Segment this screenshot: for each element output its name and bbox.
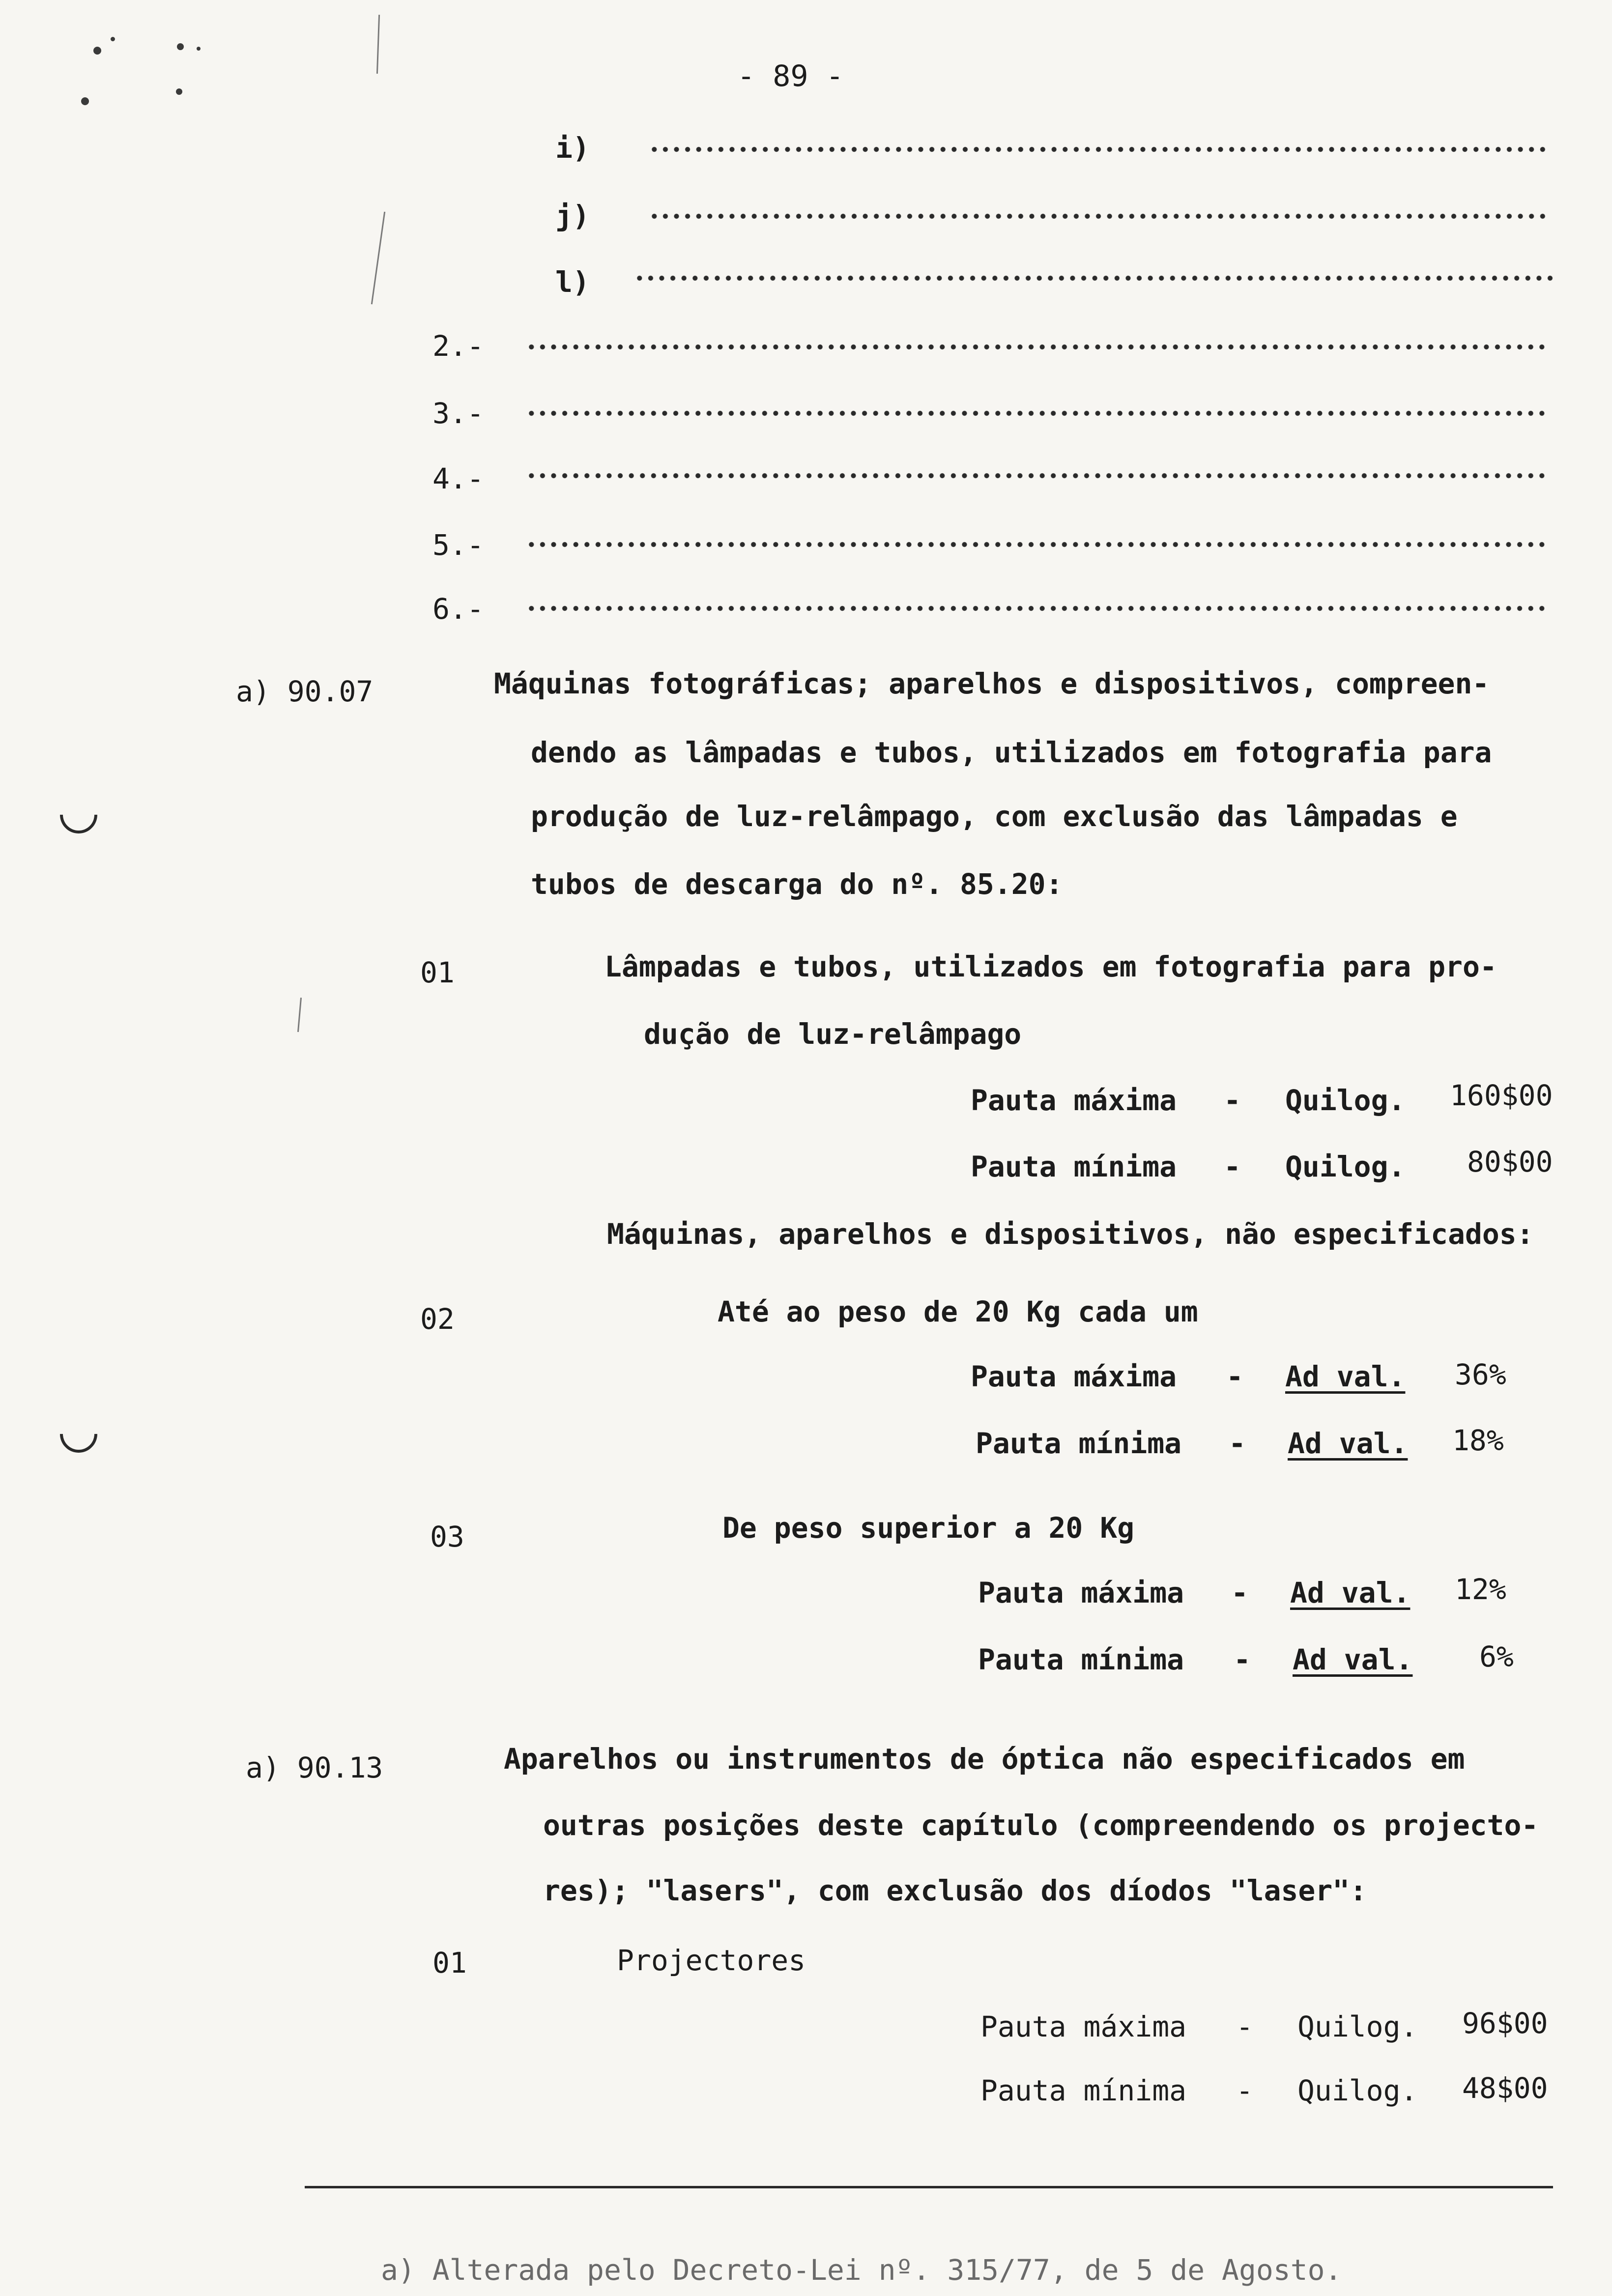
tariff-ref: a) 90.13 (246, 1751, 383, 1784)
pauta-unit: Quilog. (1285, 1150, 1406, 1183)
pauta-label: Pauta máxima (978, 1576, 1184, 1609)
item-code: 02 (420, 1302, 455, 1336)
pauta-dash: - (1224, 1150, 1241, 1183)
pauta-label: Pauta máxima (971, 1360, 1177, 1393)
pauta-dash: - (1229, 1427, 1246, 1460)
scan-speck (81, 97, 89, 105)
item-description: Lâmpadas e tubos, utilizados em fotografia para pro- (604, 950, 1497, 983)
description-line: dendo as lâmpadas e tubos, utilizados em fotografia para (531, 736, 1492, 769)
dotted-leader (526, 473, 1548, 479)
scan-line (371, 212, 385, 305)
list-marker-3: 3.- (432, 397, 484, 430)
page-number: - 89 - (737, 59, 844, 93)
pauta-value: 160$00 (1450, 1079, 1553, 1112)
description-line: produção de luz-relâmpago, com exclusão das lâmpadas e (531, 800, 1458, 833)
pauta-dash: - (1224, 1084, 1241, 1117)
dotted-leader (526, 410, 1548, 416)
scan-speck (111, 37, 115, 41)
list-marker-2: 2.- (432, 329, 484, 363)
item-code: 01 (432, 1946, 467, 1980)
pauta-label: Pauta mínima (971, 1150, 1177, 1183)
pauta-unit: Quilog. (1297, 2010, 1418, 2043)
description-line: res); "lasers", com exclusão dos díodos "laser": (543, 1874, 1367, 1907)
scan-speck (197, 47, 201, 51)
pauta-unit: Quilog. (1297, 2074, 1418, 2107)
dotted-leader (649, 146, 1548, 152)
list-marker-5: 5.- (432, 528, 484, 562)
pauta-value: 48$00 (1462, 2071, 1548, 2105)
pauta-dash: - (1236, 2010, 1253, 2043)
item-code: 01 (420, 956, 455, 989)
pauta-unit: Ad val. (1288, 1427, 1408, 1460)
item-description: Projectores (617, 1944, 806, 1977)
item-description: dução de luz-relâmpago (644, 1017, 1022, 1051)
footnote: a) Alterada pelo Decreto-Lei nº. 315/77, de 5 de Agosto. (381, 2253, 1342, 2287)
description-line: Máquinas fotográficas; aparelhos e dispositivos, compreen- (494, 667, 1490, 700)
pauta-dash: - (1226, 1360, 1243, 1393)
punch-hole-mark (52, 1407, 105, 1460)
punch-hole-mark (52, 788, 105, 841)
pauta-value: 80$00 (1467, 1145, 1553, 1178)
dotted-leader (526, 344, 1548, 350)
list-marker-j: j) (555, 199, 590, 232)
scan-speck (176, 88, 182, 95)
item-description: De peso superior a 20 Kg (722, 1511, 1135, 1545)
item-code: 03 (430, 1520, 464, 1553)
tariff-ref: a) 90.07 (236, 675, 374, 708)
pauta-label: Pauta mínima (980, 2074, 1187, 2107)
pauta-unit: Ad val. (1285, 1360, 1406, 1393)
dotted-leader (634, 275, 1553, 281)
dotted-leader (649, 213, 1548, 219)
list-marker-l: l) (555, 265, 590, 299)
pauta-label: Pauta mínima (976, 1427, 1182, 1460)
subheading: Máquinas, aparelhos e dispositivos, não especificados: (607, 1217, 1534, 1251)
pauta-label: Pauta máxima (971, 1084, 1177, 1117)
scan-line (297, 998, 302, 1032)
list-marker-4: 4.- (432, 462, 484, 495)
footnote-rule (305, 2186, 1553, 2188)
dotted-leader (526, 542, 1548, 547)
pauta-value: 18% (1452, 1424, 1504, 1457)
scan-speck (93, 47, 101, 55)
description-line: outras posições deste capítulo (compreendendo os projecto- (543, 1808, 1539, 1842)
scan-line (376, 15, 380, 74)
dotted-leader (526, 605, 1548, 611)
pauta-value: 96$00 (1462, 2007, 1548, 2040)
list-marker-i: i) (555, 131, 590, 165)
pauta-unit: Quilog. (1285, 1084, 1406, 1117)
item-description: Até ao peso de 20 Kg cada um (718, 1295, 1198, 1328)
pauta-unit: Ad val. (1290, 1576, 1410, 1609)
pauta-label: Pauta mínima (978, 1643, 1184, 1676)
list-marker-6: 6.- (432, 592, 484, 626)
pauta-value: 12% (1455, 1573, 1506, 1606)
pauta-dash: - (1231, 1576, 1248, 1609)
description-line: Aparelhos ou instrumentos de óptica não especificados em (504, 1742, 1465, 1776)
scan-speck (177, 43, 184, 50)
pauta-value: 6% (1479, 1640, 1514, 1673)
pauta-dash: - (1234, 1643, 1251, 1676)
pauta-label: Pauta máxima (980, 2010, 1187, 2043)
pauta-dash: - (1236, 2074, 1253, 2107)
pauta-unit: Ad val. (1293, 1643, 1413, 1676)
pauta-value: 36% (1455, 1358, 1506, 1391)
description-line: tubos de descarga do nº. 85.20: (531, 867, 1063, 901)
